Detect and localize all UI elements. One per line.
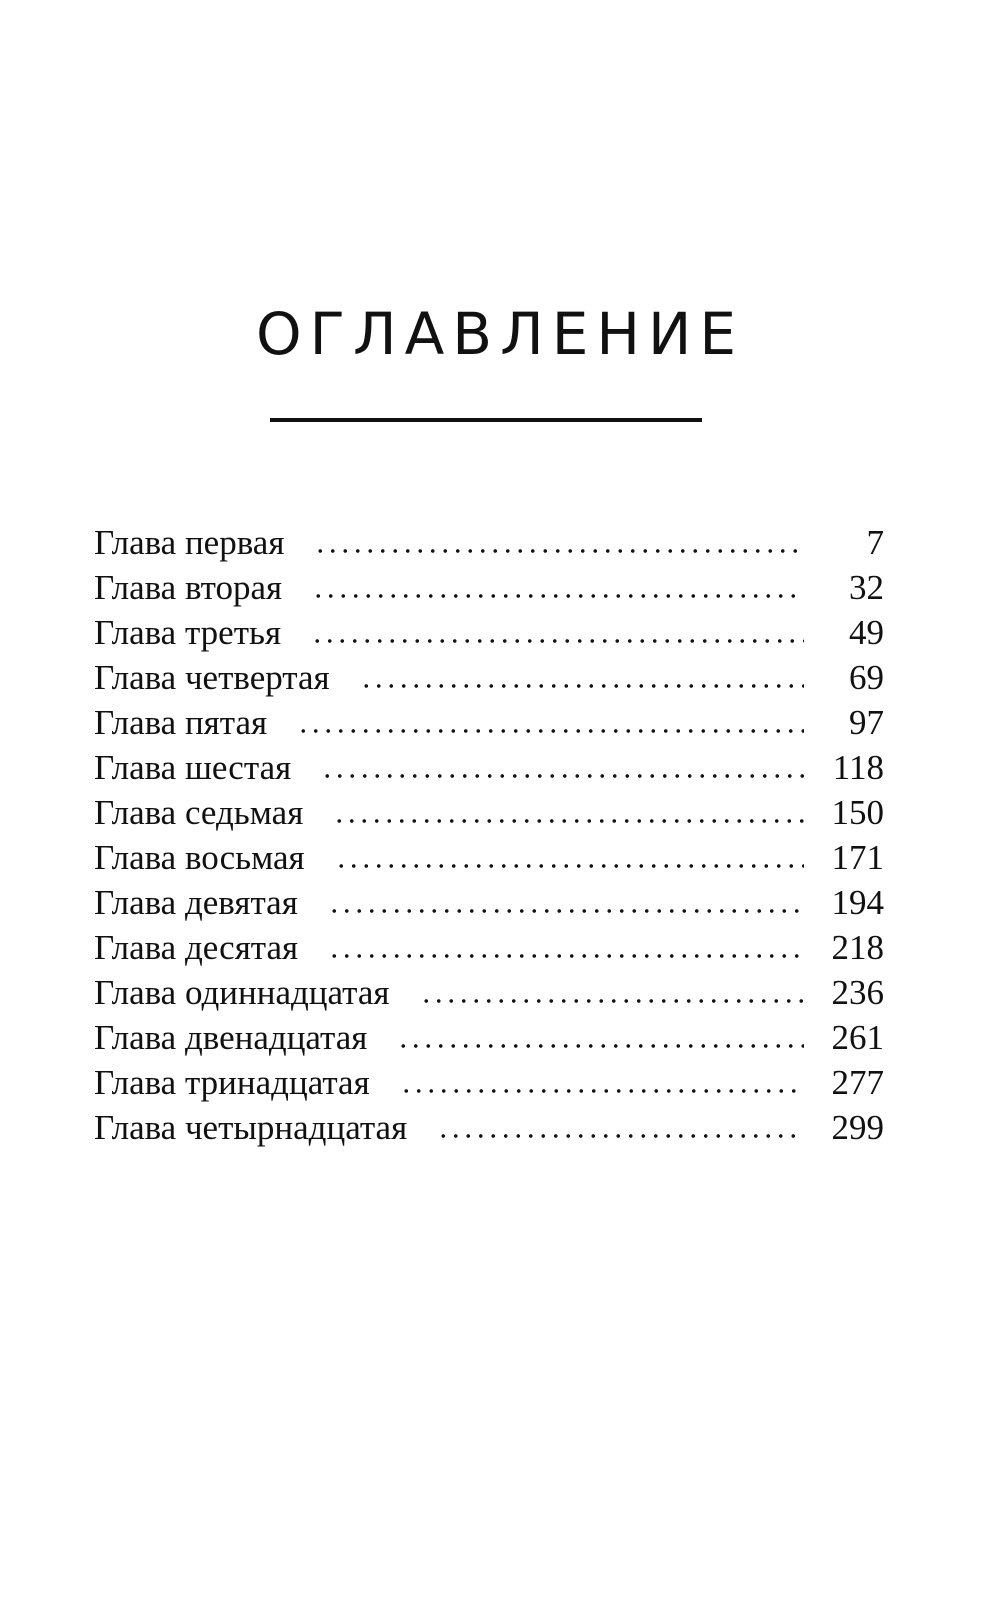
chapter-title: Глава восьмая (94, 838, 305, 877)
chapter-title: Глава седьмая (94, 793, 304, 832)
page-number: 150 (831, 793, 884, 832)
dot-leader (400, 1087, 804, 1095)
dot-leader (328, 952, 804, 960)
page-number: 7 (866, 523, 884, 562)
chapter-title: Глава двенадцатая (94, 1018, 368, 1057)
chapter-title: Глава вторая (94, 568, 283, 607)
page-number: 218 (831, 928, 884, 967)
toc-entry (94, 925, 884, 970)
chapter-title: Глава тринадцатая (94, 1063, 370, 1102)
dot-leader (333, 817, 804, 825)
chapter-title: Глава первая (94, 523, 285, 562)
toc-entry (94, 880, 884, 925)
dot-leader (311, 637, 804, 645)
toc-entry (94, 835, 884, 880)
toc-entry (94, 790, 884, 835)
toc-entry (94, 745, 884, 790)
title-underline (270, 418, 702, 422)
page-number: 97 (849, 703, 884, 742)
chapter-title: Глава третья (94, 613, 282, 652)
page-number: 118 (832, 748, 884, 787)
table-of-contents (94, 520, 884, 1150)
page-title: ОГЛАВЛЕНИЕ (255, 300, 744, 368)
toc-entry (94, 565, 884, 610)
page-number: 49 (849, 613, 884, 652)
chapter-title: Глава десятая (94, 928, 299, 967)
dot-leader (314, 547, 804, 555)
toc-entry (94, 1105, 884, 1150)
dot-leader (437, 1132, 804, 1140)
page-number: 32 (849, 568, 884, 607)
toc-entry (94, 1015, 884, 1060)
dot-leader (420, 997, 804, 1005)
dot-leader (312, 592, 804, 600)
chapter-title: Глава четвертая (94, 658, 330, 697)
toc-entry (94, 610, 884, 655)
toc-entry (94, 700, 884, 745)
page-number: 236 (831, 973, 884, 1012)
chapter-title: Глава четырнадцатая (94, 1108, 408, 1147)
page-number: 194 (831, 883, 884, 922)
page-number: 299 (831, 1108, 884, 1147)
toc-entry (94, 520, 884, 565)
page-number: 277 (831, 1063, 884, 1102)
toc-entry (94, 970, 884, 1015)
dot-leader (360, 682, 804, 690)
dot-leader (335, 862, 804, 870)
page-number: 261 (831, 1018, 884, 1057)
chapter-title: Глава шестая (94, 748, 292, 787)
chapter-title: Глава пятая (94, 703, 268, 742)
toc-entry (94, 1060, 884, 1105)
dot-leader (321, 772, 804, 780)
dot-leader (297, 727, 804, 735)
page-number: 69 (849, 658, 884, 697)
dot-leader (328, 907, 804, 915)
chapter-title: Глава одиннадцатая (94, 973, 390, 1012)
dot-leader (397, 1042, 804, 1050)
page-number: 171 (831, 838, 884, 877)
toc-entry (94, 655, 884, 700)
chapter-title: Глава девятая (94, 883, 298, 922)
